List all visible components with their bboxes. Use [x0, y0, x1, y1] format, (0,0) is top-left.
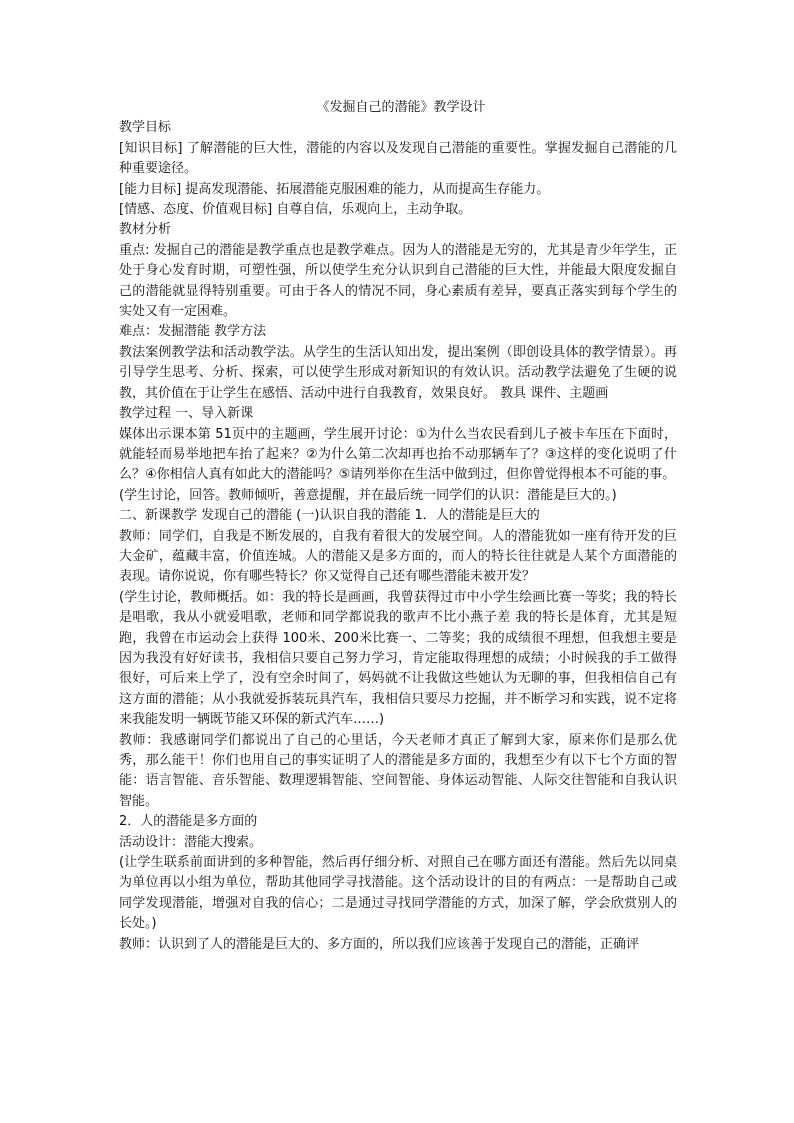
- paragraph-teaching-method: 教法案例教学法和活动教学法。从学生的生活认知出发，提出案例（即创设具体的教学情景）。再引导学生思考、分析、探索，可以使学生形成对新知识的有效认识。活动教学法避免了生硬的说教，其价值在于让学生在感悟、活动中进行自我教育，效果良好。 教具 课件、主题画: [119, 344, 677, 401]
- paragraph-activity-detail: (让学生联系前面讲到的多种智能，然后再仔细分析、对照自己在哪方面还有潜能。然后先以同桌为单位再以小组为单位，帮助其他同学寻找潜能。这个活动设计的目的有两点：一是帮助自己或同学发现潜能，增强对自我的信心；二是通过寻找同学潜能的方式，加深了解，学会欣赏别人的长处。): [119, 855, 677, 932]
- paragraph-knowledge-goal: [知识目标] 了解潜能的巨大性，潜能的内容以及发现自己潜能的重要性。掌握发掘自己潜能的几种重要途径。: [119, 140, 677, 177]
- heading-teaching-goals: 教学目标: [119, 120, 172, 136]
- paragraph-teacher-intro: 教师：同学们，自我是不断发展的，自我有着很大的发展空间。人的潜能犹如一座有待开发的巨大金矿，蕴藏丰富，价值连城。人的潜能又是多方面的，而人的特长往往就是人某个方面潜能的表现。请你说说，你有哪些特长？你又觉得自己还有哪些潜能未被开发？: [119, 528, 677, 585]
- paragraph-activity-design: 活动设计：潜能大搜索。: [119, 834, 263, 850]
- document-title: 《发掘自己的潜能》教学设计: [316, 100, 486, 115]
- paragraph-teacher-closing: 教师：认识到了人的潜能是巨大的、多方面的，所以我们应该善于发现自己的潜能，正确评: [119, 936, 640, 952]
- paragraph-teacher-summary: 教师：我感谢同学们都说出了自己的心里话，今天老师才真正了解到大家，原来你们是那么优秀，那么能干！你们也用自己的事实证明了人的潜能是多方面的，我想至少有以下七个方面的智能：语言智能、音乐智能、数理逻辑智能、空间智能、身体运动智能、人际交往智能和自我认识智能。: [119, 732, 677, 809]
- heading-multifaceted-potential: 2．人的潜能是多方面的: [119, 814, 258, 830]
- heading-material-analysis: 教材分析: [119, 222, 172, 238]
- paragraph-student-discussion: (学生讨论，回答。教师倾听，善意提醒，并在最后统一同学们的认识：潜能是巨大的。): [119, 487, 617, 503]
- paragraph-difficulty: 难点：发掘潜能 教学方法: [119, 324, 267, 340]
- paragraph-key-point: 重点: 发掘自己的潜能是教学重点也是教学难点。因为人的潜能是无穷的，尤其是青少年学生，正处于身心发育时期，可塑性强，所以使学生充分认识到自己潜能的巨大性，并能最大限度发掘自己的潜能就显得特别重要。可由于各人的情况不同，身心素质有差异，要真正落实到每个学生的实处又有一定困难。: [119, 242, 677, 320]
- paragraph-media-discussion: 媒体出示课本第 51页中的主题画，学生展开讨论：①为什么当农民看到儿子被卡车压在下面时，就能轻而易举地把车抬了起来？②为什么第二次却再也抬不动那辆车了？③这样的变化说明了什么？④你相信人真有如此大的潜能吗？⑤请列举你在生活中做到过，但你曾觉得根本不可能的事。: [119, 426, 677, 483]
- paragraph-ability-goal: [能力目标] 提高发现潜能、拓展潜能克服困难的能力，从而提高生存能力。: [119, 181, 550, 197]
- heading-teaching-process: 教学过程 一、导入新课: [119, 406, 254, 422]
- document-page: [119, 98, 677, 955]
- paragraph-emotion-goal: [情感、态度、价值观目标] 自尊自信，乐观向上，主动争取。: [119, 202, 472, 218]
- heading-new-lesson: 二、新课教学 发现自己的潜能 (一)认识自我的潜能 1．人的潜能是巨大的: [119, 508, 540, 524]
- paragraph-student-examples: (学生讨论，教师概括。如：我的特长是画画，我曾获得过市中小学生绘画比赛一等奖；我的特长是唱歌，我从小就爱唱歌，老师和同学都说我的歌声不比小燕子差 我的特长是体育，尤其是短跑，我曾在市运动会上获得 100米、200米比赛一、二等奖；我的成绩很不理想，但我想主要是因为我没有好好读书，我相信只要自己努力学习，肯定能取得理想的成绩；小时候我的手工做得很好，可后来上学了，没有空余时间了，妈妈就不让我做这些她认为无聊的事，但我相信自己有这方面的潜能；从小我就爱拆装玩具汽车，我相信只要尽力挖掘，并不断学习和实践，说不定将来我能发明一辆既节能又环保的新式汽车……): [119, 589, 677, 728]
